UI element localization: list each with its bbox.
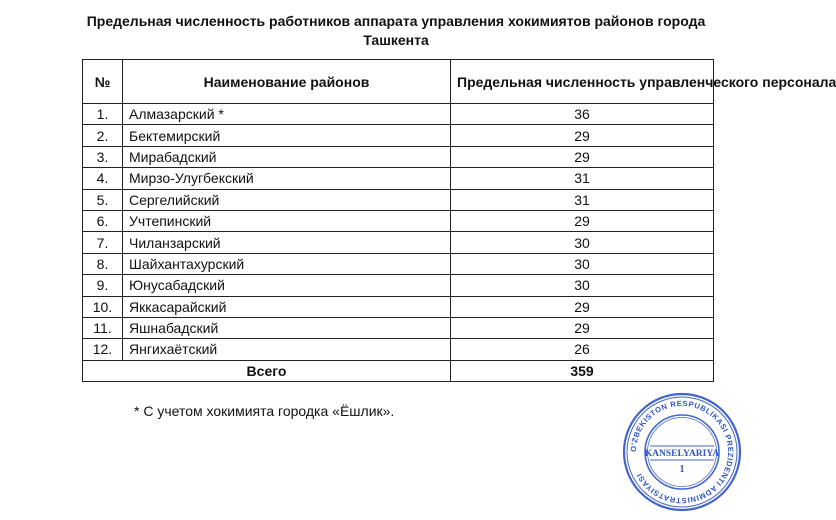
row-number: 12. bbox=[83, 339, 123, 360]
staff-limit: 29 bbox=[451, 146, 714, 167]
table-row bbox=[83, 275, 714, 296]
total-label: Всего bbox=[83, 360, 451, 381]
staff-limit: 36 bbox=[451, 104, 714, 125]
staff-limit: 30 bbox=[451, 275, 714, 296]
table-row bbox=[83, 253, 714, 274]
staff-limit: 29 bbox=[451, 210, 714, 231]
table-row bbox=[83, 189, 714, 210]
staff-limit: 29 bbox=[451, 317, 714, 338]
header-district-name: Наименование районов bbox=[123, 60, 451, 104]
row-number: 1. bbox=[83, 104, 123, 125]
chancellery-stamp bbox=[620, 390, 744, 514]
district-name: Яккасарайский bbox=[123, 296, 451, 317]
table-row bbox=[83, 210, 714, 231]
district-name: Мирзо-Улугбекский bbox=[123, 168, 451, 189]
row-number: 2. bbox=[83, 125, 123, 146]
district-name: Шайхантахурский bbox=[123, 253, 451, 274]
table-row bbox=[83, 168, 714, 189]
staff-limit: 30 bbox=[451, 253, 714, 274]
row-number: 8. bbox=[83, 253, 123, 274]
header-number: № bbox=[83, 60, 123, 104]
row-number: 7. bbox=[83, 232, 123, 253]
district-name: Алмазарский * bbox=[123, 104, 451, 125]
row-number: 6. bbox=[83, 210, 123, 231]
staff-limit: 31 bbox=[451, 189, 714, 210]
district-name: Мирабадский bbox=[123, 146, 451, 167]
district-name: Чиланзарский bbox=[123, 232, 451, 253]
total-value: 359 bbox=[451, 360, 714, 381]
district-name: Юнусабадский bbox=[123, 275, 451, 296]
table-header-row bbox=[83, 60, 714, 104]
row-number: 4. bbox=[83, 168, 123, 189]
staff-limit: 29 bbox=[451, 296, 714, 317]
stamp-number: 1 bbox=[679, 464, 685, 475]
row-number: 5. bbox=[83, 189, 123, 210]
table-row bbox=[83, 339, 714, 360]
district-name: Сергелийский bbox=[123, 189, 451, 210]
document-title: Предельная численность работников аппарата управления хокимиятов районов города Ташкента bbox=[86, 13, 706, 48]
row-number: 9. bbox=[83, 275, 123, 296]
district-name: Яшнабадский bbox=[123, 317, 451, 338]
table-row bbox=[83, 104, 714, 125]
table-row bbox=[83, 146, 714, 167]
header-staff-limit: Предельная численность управленческого персонала bbox=[451, 60, 714, 104]
staff-limit: 29 bbox=[451, 125, 714, 146]
row-number: 10. bbox=[83, 296, 123, 317]
staff-limit: 30 bbox=[451, 232, 714, 253]
table-total-row bbox=[83, 360, 714, 381]
table-row bbox=[83, 296, 714, 317]
staff-limit: 31 bbox=[451, 168, 714, 189]
stamp-ring-text: O'ZBEKISTON RESPUBLIKASI PREZIDENTI ADMINISTRATSIYASI bbox=[628, 398, 736, 506]
district-name: Учтепинский bbox=[123, 210, 451, 231]
row-number: 11. bbox=[83, 317, 123, 338]
district-name: Янгихаётский bbox=[123, 339, 451, 360]
table-row bbox=[83, 125, 714, 146]
district-staff-table bbox=[82, 59, 836, 382]
row-number: 3. bbox=[83, 146, 123, 167]
staff-limit: 26 bbox=[451, 339, 714, 360]
table-row bbox=[83, 232, 714, 253]
footnote: * С учетом хокимията городка «Ёшлик». bbox=[134, 403, 395, 419]
stamp-label: KANSELYARIYA bbox=[644, 449, 720, 459]
table-row bbox=[83, 317, 714, 338]
district-name: Бектемирский bbox=[123, 125, 451, 146]
